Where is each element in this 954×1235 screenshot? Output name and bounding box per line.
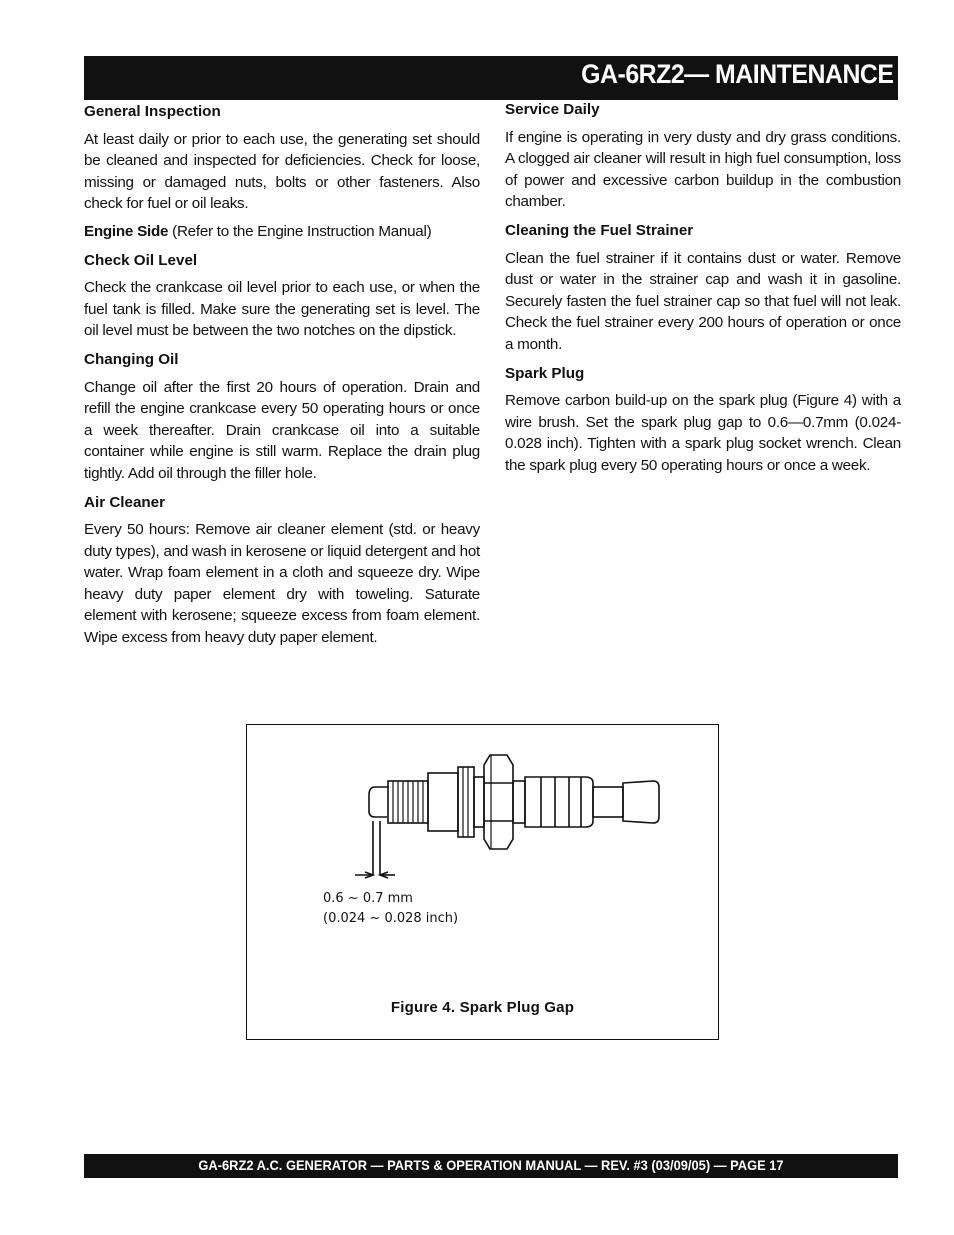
left-column [84,100,480,655]
air-cleaner-section [84,491,480,649]
fuel-strainer-section [505,219,901,356]
page-title: GA-6RZ2— MAINTENANCE [581,59,894,89]
figure-caption: Figure 4. Spark Plug Gap [390,999,575,1016]
spark-plug-heading: Spark Plug [505,364,585,382]
service-daily-section [505,98,901,213]
air-cleaner-body: Every 50 hours: Remove air cleaner element (std. or heavy duty types), and wash in kerosene or liquid detergent and hot water. Wrap foam element in a cloth and squeeze dry. Wipe heavy duty paper element dry with toweling. Saturate element with kerosene; squeeze excess from foam element. Wipe excess from heavy duty paper element. [84,521,480,647]
engine-side-label: Engine Side [84,222,169,240]
footer-text: GA-6RZ2 A.C. GENERATOR — PARTS & OPERATION MANUAL — REV. #3 (03/09/05) — PAGE 17 [198,1157,784,1173]
spark-plug-illustration [247,725,717,995]
general-inspection-section [84,100,480,215]
engine-side-line [84,221,480,243]
changing-oil-body: Change oil after the first 20 hours of operation. Drain and refill the engine crankcase every 50 operating hours or once a week thereafter. Drain crankcase oil into a suitable container while engine is still warm. Replace the drain plug tightly. Add oil through the filler hole. [84,378,480,482]
page-footer [84,1154,898,1178]
changing-oil-heading: Changing Oil [84,350,179,368]
general-inspection-heading: General Inspection [84,103,221,120]
general-inspection-body: At least daily or prior to each use, the generating set should be cleaned and inspected for deficiencies. Check for loose, missing or damaged nuts, bolts or other fasteners. Also check for fuel or oil leaks. [84,130,480,213]
changing-oil-section [84,348,480,485]
spark-plug-section [505,362,901,477]
engine-side-note: (Refer to the Engine Instruction Manual) [168,222,432,240]
check-oil-level-body: Check the crankcase oil level prior to each use, or when the fuel tank is filled. Make sure the generating set is level. The oil level must be between the two notches on the dipstick. [84,279,480,340]
spark-plug-figure [246,724,719,1040]
right-column [505,98,901,483]
spark-plug-body: Remove carbon build-up on the spark plug (Figure 4) with a wire brush. Set the spark plug gap to 0.6—0.7mm (0.024-0.028 inch). Tighten with a spark plug socket wrench. Clean the spark plug every 50 operating hours or once a week. [505,392,901,474]
air-cleaner-heading: Air Cleaner [84,493,166,511]
page-header [84,56,898,100]
fuel-strainer-body: Clean the fuel strainer if it contains dust or water. Remove dust or water in the strainer cap and wash it in gasoline. Securely fasten the fuel strainer cap so that fuel will not leak. Check the fuel strainer every 200 hours of operation or once a month. [505,249,901,353]
gap-label-inch: (0.024 ~ 0.028 inch) [323,911,459,926]
service-daily-heading: Service Daily [505,101,600,118]
check-oil-level-heading: Check Oil Level [84,251,198,269]
service-daily-body: If engine is operating in very dusty and dry grass conditions. A clogged air cleaner will result in high fuel consumption, loss of power and excessive carbon buildup in the combustion chamber. [505,128,901,211]
fuel-strainer-heading: Cleaning the Fuel Strainer [505,221,694,239]
check-oil-level-section [84,249,480,342]
gap-label-mm: 0.6 ~ 0.7 mm [323,891,413,906]
